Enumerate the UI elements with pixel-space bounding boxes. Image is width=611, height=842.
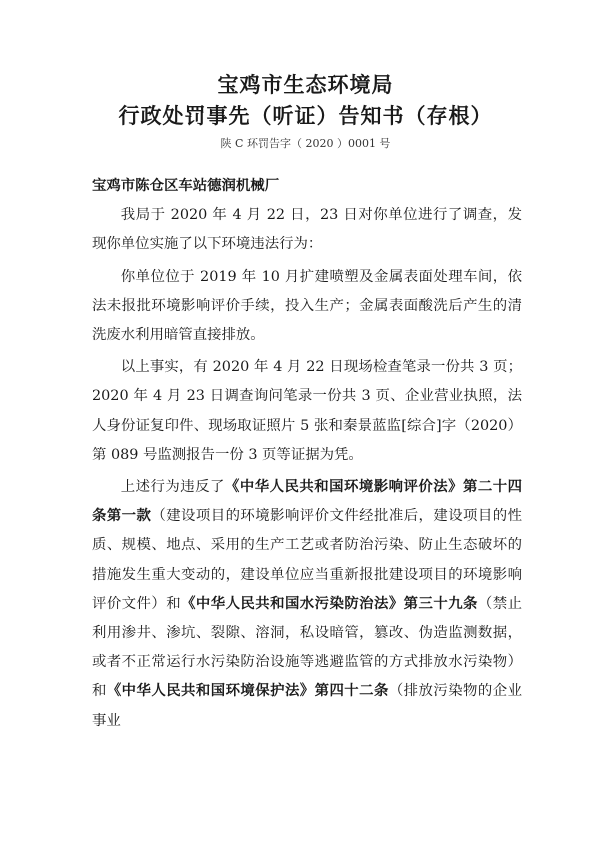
legal-text-2: （建设项目的环境影响评价文件经批准后，建设项目的性质、规模、地点、采用的生产工艺或者防治污染、防止生态破坏的措施发生重大变动的，建设单位应当重新报批建设项目的环境影响评价文件）和: [92, 508, 522, 612]
paragraph-investigation: 我局于 2020 年 4 月 22 日，23 日对你单位进行了调查，发现你单位实施了以下环境违法行为：: [92, 207, 522, 253]
legal-text-3: （禁止利用渗井、渗坑、裂隙、溶洞，私设暗管，篡改、伪造监测数据，或者不正常运行水污染防治设施等逃避监管的方式排放水污染物）和: [92, 595, 522, 700]
paragraph-evidence: 以上事实，有 2020 年 4 月 22 日现场检查笔录一份共 3 页；2020 年 4 月 23 日调查询问笔录一份共 3 页、企业营业执照，法人身份证复印件、现场取证照片 5 张和秦景蓝监[综合]字（2020）第 089 号监测报告一份 3 页等证据为凭。: [92, 359, 522, 463]
legal-text-1: 上述行为违反了: [120, 479, 225, 496]
notice-body: [92, 172, 522, 736]
document-number: 陕 C 环罚告字（ 2020 ）0001 号: [220, 137, 391, 150]
notice-title: 行政处罚事先（听证）告知书（存根）: [118, 104, 493, 128]
legal-text-4: （排放污染物的企业事业: [92, 683, 522, 729]
agency-title: 宝鸡市生态环境局: [217, 73, 394, 97]
recipient-name: 宝鸡市陈仓区车站德润机械厂: [92, 178, 280, 194]
paragraph-violation-facts: 你单位位于 2019 年 10 月扩建喷塑及金属表面处理车间，依法未报批环境影响评价手续，投入生产；金属表面酸洗后产生的清洗废水利用暗管直接排放。: [92, 268, 522, 344]
law-citation-environment: 《中华人民共和国环境保护法》第四十二条: [106, 683, 389, 700]
law-citation-eia: 《中华人民共和国环境影响评价法》第二十四条第一款: [92, 479, 522, 525]
law-citation-water: 《中华人民共和国水污染防治法》第三十九条: [181, 595, 478, 612]
paragraph-legal-basis: [92, 473, 522, 736]
